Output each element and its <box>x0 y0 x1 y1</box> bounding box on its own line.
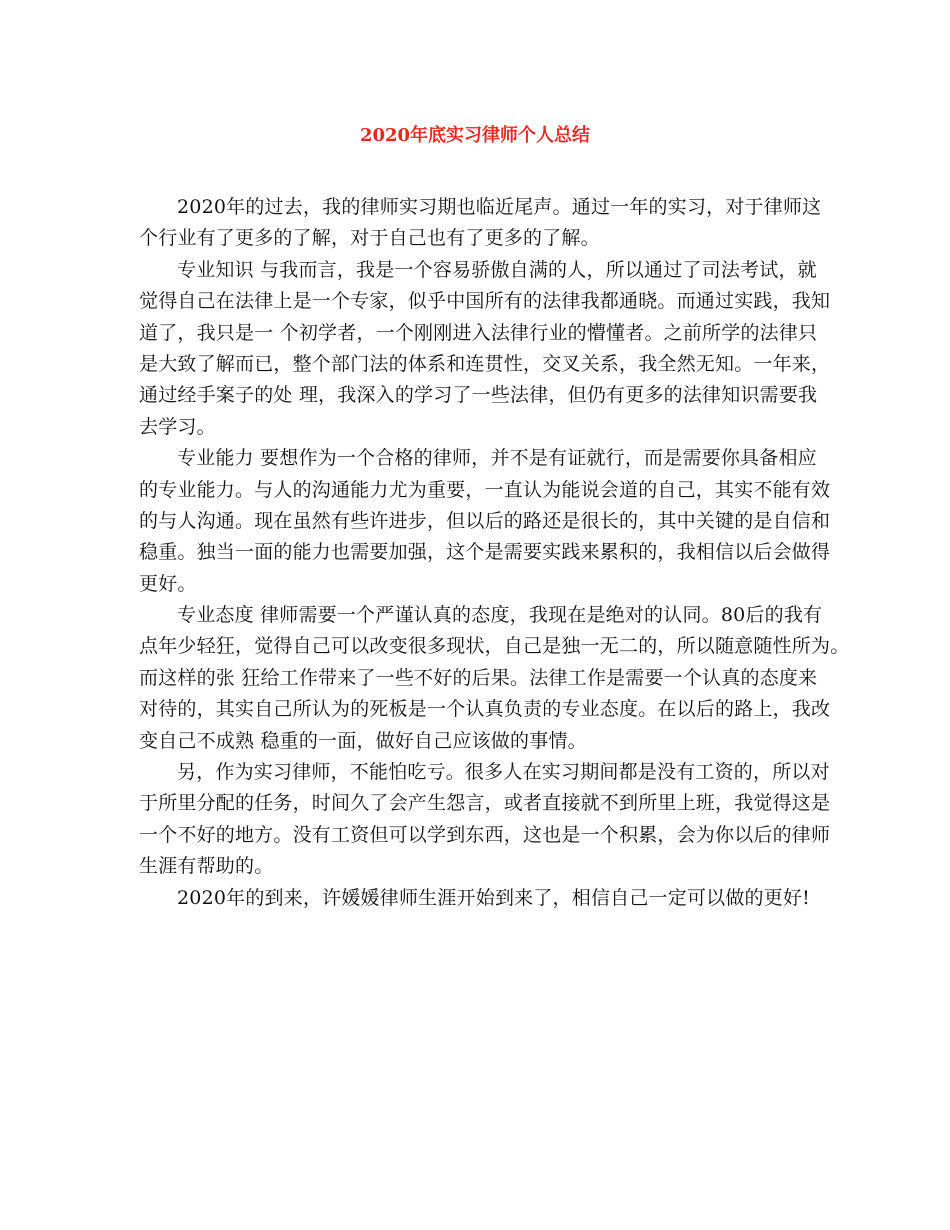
text-line: 而这样的张 狂给工作带来了一些不好的后果。法律工作是需要一个认真的态度来 <box>139 666 818 689</box>
text-line: 变自己不成熟 稳重的一面，做好自己应该做的事情。 <box>139 729 587 752</box>
text-line: 更好。 <box>139 572 197 595</box>
text-line: 专业知识 与我而言，我是一个容易骄傲自满的人，所以通过了司法考试，就 <box>177 258 817 281</box>
text-line: 点年少轻狂，觉得自己可以改变很多现状，自己是独一无二的，所以随意随性所为。 <box>139 635 850 658</box>
text-line: 一个不好的地方。没有工资但可以学到东西，这也是一个积累，会为你以后的律师 <box>139 823 831 846</box>
text-line: 个行业有了更多的了解，对于自己也有了更多的了解。 <box>139 227 600 250</box>
text-line: 生涯有帮助的。 <box>139 855 274 878</box>
text-line: 是大致了解而已，整个部门法的体系和连贯性，交叉关系，我全然无知。一年来， <box>139 352 831 375</box>
text-line: 的与人沟通。现在虽然有些许进步，但以后的路还是很长的，其中关键的是自信和 <box>139 509 831 532</box>
text-line: 觉得自己在法律上是一个专家，似乎中国所有的法律我都通晓。而通过实践，我知 <box>139 290 831 313</box>
text-line: 专业态度 律师需要一个严谨认真的态度，我现在是绝对的认同。80后的我有 <box>177 604 823 627</box>
document-body <box>139 192 850 914</box>
text-line: 另，作为实习律师，不能怕吃亏。很多人在实习期间都是没有工资的，所以对 <box>177 761 830 784</box>
text-line: 对待的，其实自己所认为的死板是一个认真负责的专业态度。在以后的路上，我改 <box>139 698 831 721</box>
text-line: 去学习。 <box>139 415 216 438</box>
text-line: 专业能力 要想作为一个合格的律师，并不是有证就行，而是需要你具备相应 <box>177 447 817 470</box>
text-line: 于所里分配的任务，时间久了会产生怨言，或者直接就不到所里上班，我觉得这是 <box>139 792 831 815</box>
text-line: 通过经手案子的处 理，我深入的学习了一些法律，但仍有更多的法律知识需要我 <box>139 384 818 407</box>
text-line: 道了，我只是一 个初学者，一个刚刚进入法律行业的懵懂者。之前所学的法律只 <box>139 321 818 344</box>
text-line: 2020年的到来，许媛媛律师生涯开始到来了，相信自己一定可以做的更好! <box>177 886 810 909</box>
text-line: 的专业能力。与人的沟通能力尤为重要，一直认为能说会道的自己，其实不能有效 <box>139 478 831 501</box>
document-title: 2020年底实习律师个人总结 <box>359 125 591 146</box>
text-line: 稳重。独当一面的能力也需要加强，这个是需要实践来累积的，我相信以后会做得 <box>139 541 831 564</box>
text-line: 2020年的过去，我的律师实习期也临近尾声。通过一年的实习，对于律师这 <box>177 196 822 218</box>
